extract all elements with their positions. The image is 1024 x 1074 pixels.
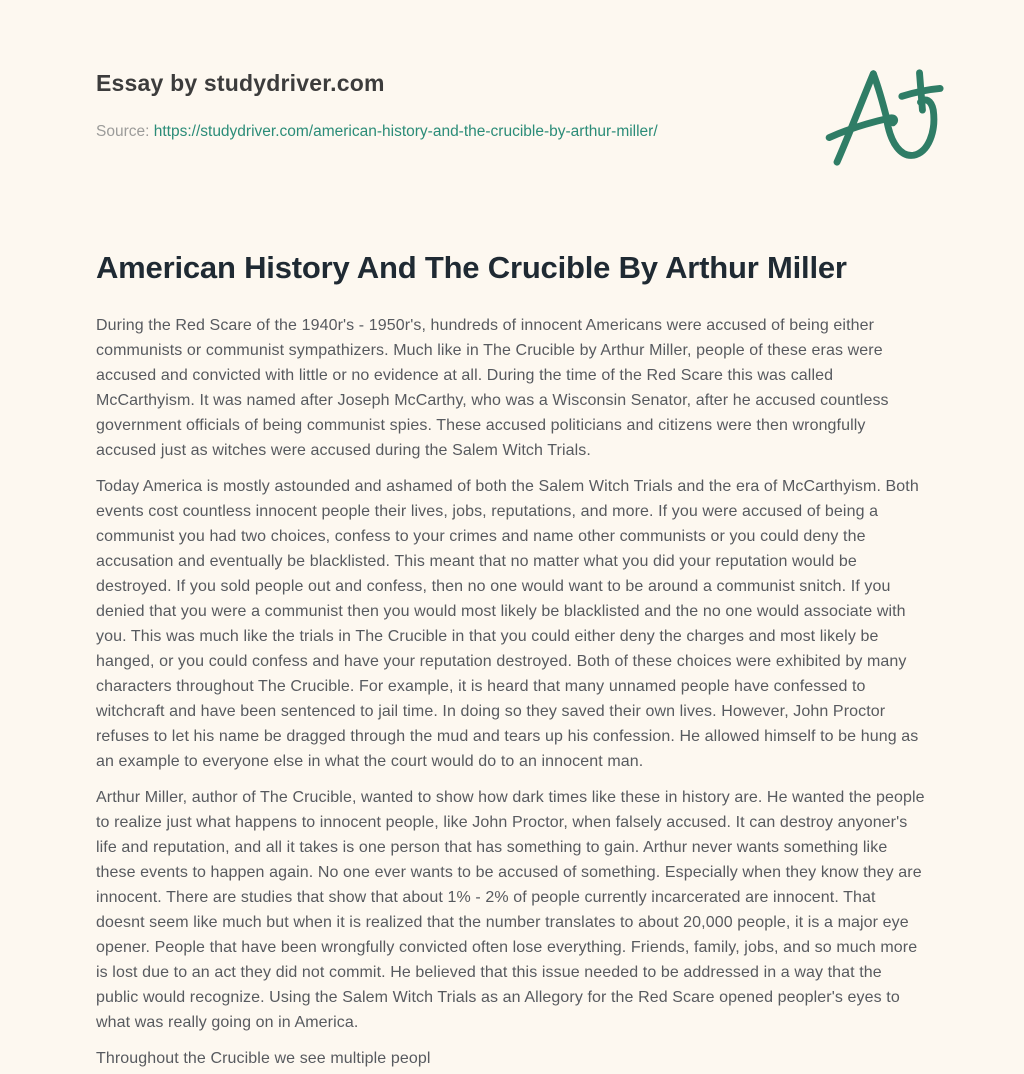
essay-paragraph-3: Arthur Miller, author of The Crucible, wanted to show how dark times like these in history are. He wanted the people to realize just what happens to innocent people, like John Proctor, when falsely accused. It can destroy anyoner's life and reputation, and all it takes is one person that has something to gain. Arthur never wants something like these events to happen again. No one ever wants to be accused of something. Especially when they know they are innocent. There are studies that show that about 1% - 2% of people currently incarcerated are innocent. That doesnt seem like much but when it is realized that the number translates to about 20,000 people, it is a major eye opener. People that have been wrongfully convicted often lose everything. Friends, family, jobs, and so much more is lost due to an act they did not commit. He believed that this issue needed to be addressed in a way that the public would recognize. Using the Salem Witch Trials as an Allegory for the Red Scare opened peopler's eyes to what was really going on in America. <box>96 789 925 1031</box>
essay-paragraph-2: Today America is mostly astounded and ashamed of both the Salem Witch Trials and the era of McCarthyism. Both events cost countless innocent people their lives, jobs, reputations, and more. If you were accused of being a communist you had two choices, confess to your crimes and name other communists or you could deny the accusation and eventually be blacklisted. This meant that no matter what you did your reputation would be destroyed. If you sold people out and confess, then no one would want to be around a communist snitch. If you denied that you were a communist then you would most likely be blacklisted and the no one would associate with you. This was much like the trials in The Crucible in that you could either deny the charges and most likely be hanged, or you could confess and have your reputation destroyed. Both of these choices were exhibited by many characters throughout The Crucible. For example, it is heard that many unnamed people have confessed to witchcraft and have been sentenced to jail time. In doing so they saved their own lives. However, John Proctor refuses to let his name be dragged through the mud and tears up his confession. He allowed himself to be hung as an example to everyone else in what the court would do to an innocent man. <box>96 478 919 770</box>
brand-title: Essay by studydriver.com <box>96 70 385 96</box>
source-line <box>96 123 928 141</box>
studydriver-a-plus-logo <box>822 60 962 170</box>
essay-title: American History And The Crucible By Arthur Miller <box>96 250 847 285</box>
essay-paragraph-1: During the Red Scare of the 1940r's - 1950r's, hundreds of innocent Americans were accused of being either communists or communist sympathizers. Much like in The Crucible by Arthur Miller, people of these eras were accused and convicted with little or no evidence at all. During the time of the Red Scare this was called McCarthyism. It was named after Joseph McCarthy, who was a Wisconsin Senator, after he accused countless government officials of being communist spies. These accused politicians and citizens were then wrongfully accused just as witches were accused during the Salem Witch Trials. <box>96 317 889 459</box>
source-link[interactable]: https://studydriver.com/american-history-and-the-crucible-by-arthur-miller/ <box>153 123 658 140</box>
essay-body <box>96 313 928 1071</box>
source-label: Source: <box>96 123 150 140</box>
essay-paragraph-4-truncated: Throughout the Crucible we see multiple peopl <box>96 1050 431 1067</box>
